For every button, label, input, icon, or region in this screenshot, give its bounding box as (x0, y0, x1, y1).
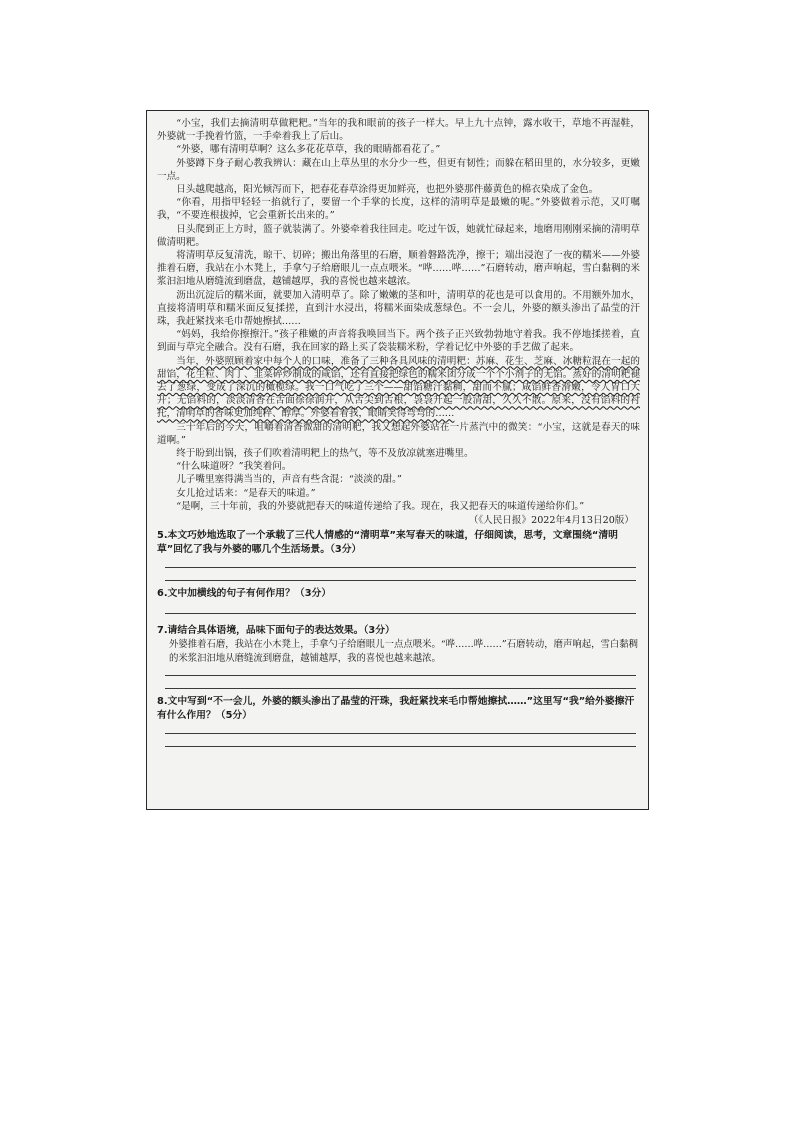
question-number: 8. (157, 696, 168, 708)
question-text: 本文巧妙地选取了一个承载了三代人情感的“清明草”来写春天的味道，仔细阅读，思考，文章围绕“清明草”回忆了我与外婆的哪几个生活场景。（3分） (157, 530, 618, 556)
paragraph-14: 儿子嘴里塞得满当当的，声音有些含混：“淡淡的甜。” (176, 474, 402, 486)
paragraph-12: 终于盼到出锅，孩子们吹着清明粑上的热气，等不及放凉就塞进嘴里。 (176, 448, 474, 460)
paragraph-6: 日头爬到正上方时，篮子就装满了。外婆牵着我往回走。吃过午饭，她就忙碌起来，地磨用刚刚采摘的清明草做清明粑。 (157, 223, 640, 248)
question-8 (157, 695, 640, 747)
paragraph-underlined (157, 355, 640, 421)
question-text: 请结合具体语境，品味下面句子的表达效果。（3分） (167, 625, 395, 637)
quoted-sentence: 外婆推着石磨，我站在小木凳上，手拿勺子给磨眼儿一点点喂米。“哗……哗……”石磨转动，磨声响起，雪白黏稠的米浆汩汩地从磨缝流到磨盘，越铺越厚，我的喜悦也越来越浓。 (169, 639, 638, 664)
question-number: 7. (157, 625, 168, 637)
article-source: （《人民日报》2022年4月13日20版） (468, 515, 634, 527)
question-number: 5. (157, 530, 168, 542)
paragraph-1: “小宝，我们去摘清明草做粑粑。”当年的我和眼前的孩子一样大。早上九十点钟，露水收干，草地不再湿鞋，外婆就一手挽着竹篮，一手牵着我上了后山。 (157, 118, 640, 143)
answer-line[interactable] (165, 613, 636, 614)
question-number: 6. (157, 588, 168, 600)
underlined-sentences: 当年，外婆照顾着家中每个人的口味，准备了三种各具风味的清明粑：苏麻、花生、芝麻、冰糖粒混在一起的甜馅，花生粒、肉丁、韭菜碎炒制成的咸馅，还有直接把绿色的糯米团分成一个个小剂子的无馅。蒸好的清明粑褪去了葱绿，变成了深沉的橄榄绿。我一口气吃了三个——甜馅糖汁黏稠，甜而不腻；咸馅鲜香滑嫩，令人胃口大开；无馅料的，淡淡清香在舌面徐徐润开，从舌尖到舌根，袅袅升起一股清甜，久久不散。原来，没有馅料的衬托，清明草的香味更加纯粹、醇厚。外婆看着我，眼睛笑得弯弯的…… (157, 355, 640, 420)
paragraph-7: 将清明草反复清洗，晾干、切碎；搬出角落里的石磨，顺着磐路洗净，擦干；端出浸泡了一夜的糯米——外婆推着石磨，我站在小木凳上，手拿勺子给磨眼儿一点点喂米。“哗……哗……”石磨转动，磨声响起，雪白黏稠的米浆汩汩地从磨缝流到磨盘，越铺越厚，我的喜悦也越来越浓。 (157, 250, 640, 288)
paragraph-4: 日头越爬越高，阳光倾泻而下，把春花春草涂得更加鲜亮，也把外婆那件藤黄色的棉衣染成了金色。 (176, 184, 599, 196)
paragraph-8: 沥出沉淀后的糯米面，就要加入清明草了。除了嫩嫩的茎和叶，清明草的花也是可以食用的。不用额外加水，直接将清明草和糯米面反复揉搓，直到汁水浸出，将糯米面染成葱绿色。不一会儿，外婆的额头渗出了晶莹的汗珠，我赶紧找来毛巾帮她擦拭…… (157, 289, 640, 328)
question-text: 文中加横线的句子有何作用？（3分） (167, 588, 332, 600)
paragraph-11: 三十年后的今天，咀嚼着清香微甜的清明粑，我又想起外婆站在一片蒸汽中的微笑：“小宝，这就是春天的味道啊。” (157, 421, 640, 446)
question-7 (157, 624, 640, 689)
paragraph-3: 外婆蹲下身子耐心教我辨认：藏在山上草丛里的水分少一些，但更有韧性；而躲在稻田里的，水分较多，更嫩一点。 (157, 157, 640, 182)
paragraph-16: “是啊，三十年前，我的外婆就把春天的味道传递给了我。现在，我又把春天的味道传递给你们。” (176, 500, 585, 512)
answer-line[interactable] (165, 746, 636, 747)
exam-frame (146, 110, 649, 810)
question-5 (157, 529, 640, 581)
answer-line[interactable] (165, 580, 636, 581)
answer-line[interactable] (165, 688, 636, 689)
paragraph-2: “外婆，哪有清明草啊？这么多花花草草，我的眼睛都看花了。” (176, 144, 441, 156)
reading-passage (157, 117, 640, 747)
paragraph-15: 女儿抢过话来：“是春天的味道。” (176, 487, 316, 499)
paragraph-5: “你看，用指甲轻轻一掐就行了，要留一个手掌的长度，这样的清明草是最嫩的呢。”外婆做着示范，又叮嘱我，“不要连根拔掉，它会重新长出来的。” (157, 197, 640, 222)
question-text: 文中写到“不一会儿，外婆的额头渗出了晶莹的汗珠，我赶紧找来毛巾帮她擦拭……”这里写“我”给外婆擦汗有什么作用？（5分） (157, 696, 635, 722)
paragraph-13: “什么味道呀？”我笑着问。 (176, 461, 292, 473)
question-6 (157, 587, 640, 614)
paragraph-9: “妈妈，我给你擦擦汗。”孩子稚嫩的声音将我唤回当下。两个孩子正兴致勃勃地守着我。我不停地揉搓着，直到面与草完全融合。没有石磨，我在回家的路上买了袋装糯米粉，学着记忆中外婆的手艺做了起来。 (157, 329, 640, 354)
